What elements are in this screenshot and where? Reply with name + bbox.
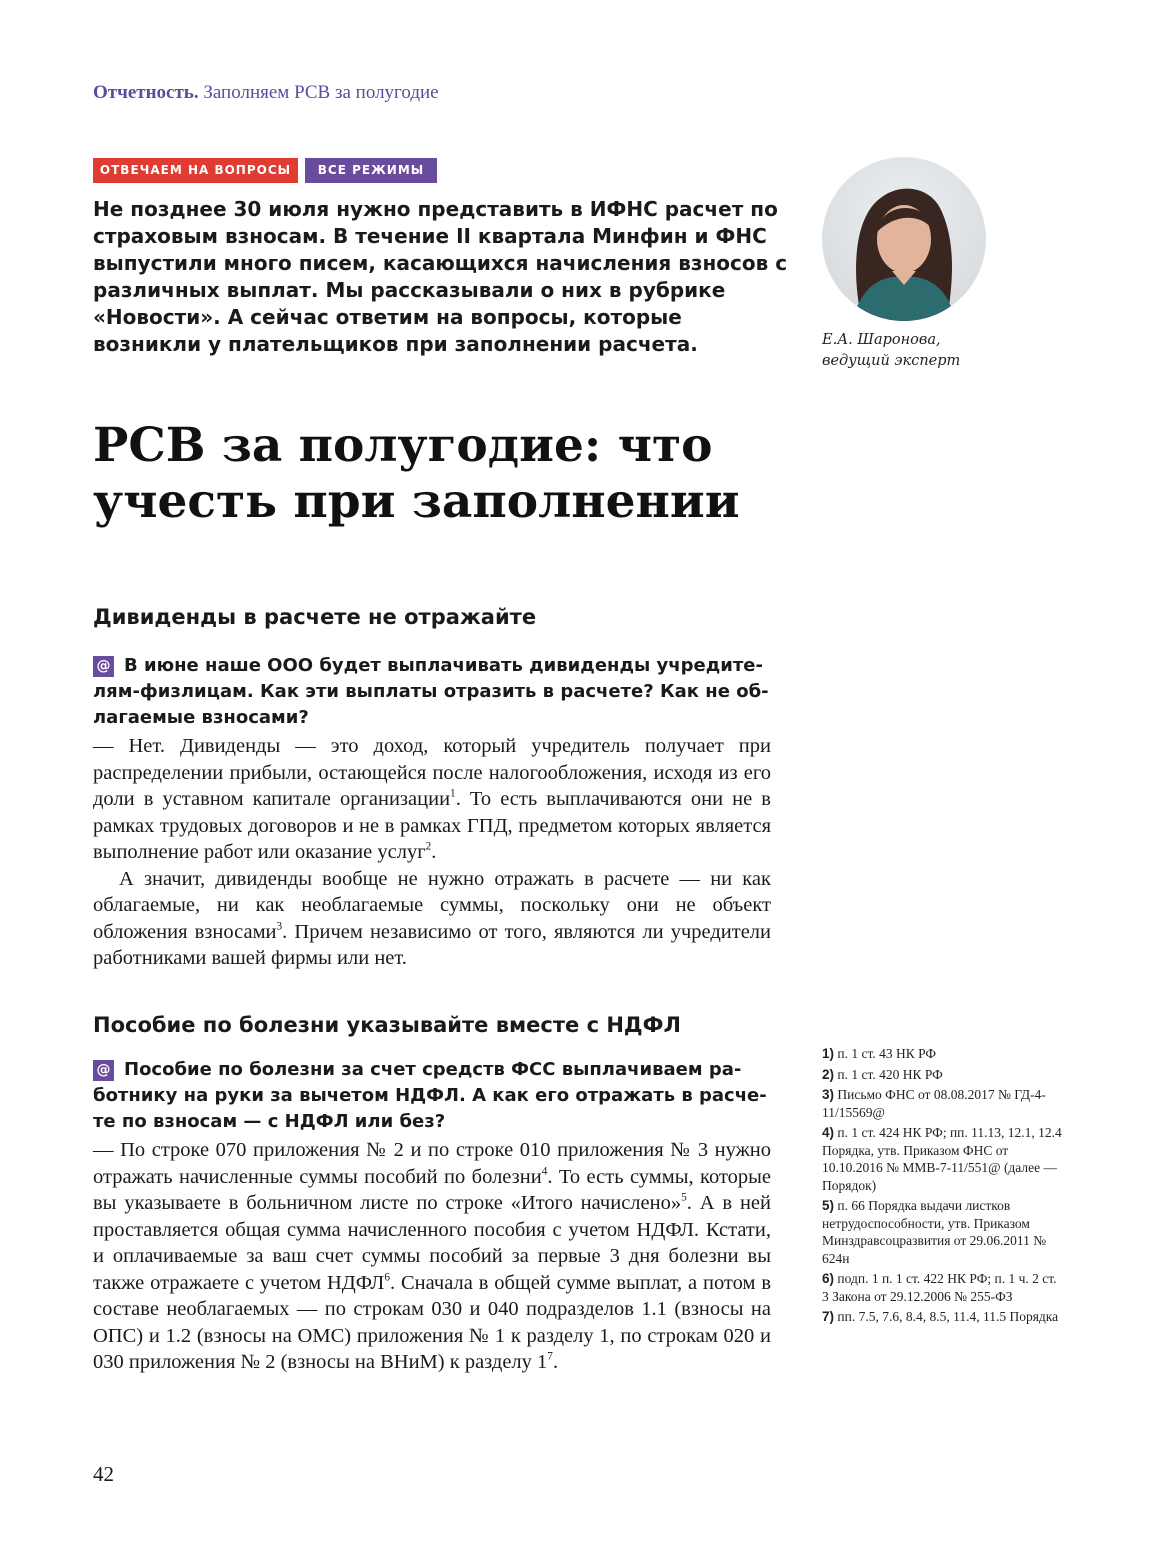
footnote-number: 1): [822, 1046, 835, 1061]
text-run: . Сначала в общей сумме выплат, а потом в составе необлагаемых — по строкам 030 и 040 подразделов 1.1 (взносы на ОПС) и 1.2 (взносы на ОМС) приложения № 1 к разделу 1, по строкам 020 и 030 приложения № 2 (взносы на ВНиМ) к разделу 1: [93, 1271, 772, 1373]
footnote: [822, 1197, 1062, 1267]
footnotes: [822, 1045, 1062, 1329]
text-run: А значит, дивиденды вообще не нужно отражать в расчете — ни как облагаемые, ни как необлагаемые суммы, поскольку они не объект обложения взносами: [93, 867, 771, 943]
lead-paragraph: Не позднее 30 июля нужно представить в ИФНС расчет по страховым взносам. В течение II квартала Минфин и ФНС выпустили много писем, касающихся начисления взносов с различных выплат. Мы рассказывали о них в рубрике «Новости». А сейчас ответим на вопросы, которые возникли у плательщиков при заполнении расчета.: [93, 197, 788, 356]
footnote-ref: 5: [681, 1191, 687, 1204]
footnote: [822, 1066, 1062, 1084]
text-run: .: [431, 841, 437, 863]
page-number: 42: [93, 1462, 114, 1486]
section-heading-dividends: Дивиденды в расчете не отражайте: [93, 605, 537, 629]
footnote-ref: 7: [547, 1350, 553, 1363]
footnote-ref: 3: [276, 920, 283, 933]
footnote: [822, 1086, 1062, 1121]
footnote-ref: 6: [384, 1271, 390, 1284]
footnote-text: подп. 1 п. 1 ст. 422 НК РФ; п. 1 ч. 2 ст. 3 Закона от 29.12.2006 № 255-ФЗ: [822, 1271, 1057, 1304]
footnote-text: п. 66 Порядка выдачи листков нетрудоспособности, утв. Приказом Минздравсоцразвития от 29.06.2011 № 624н: [822, 1198, 1047, 1266]
footnote-text: пп. 7.5, 7.6, 8.4, 8.5, 11.4, 11.5 Порядка: [837, 1309, 1059, 1324]
footnote-ref: 4: [541, 1165, 548, 1178]
title-line-1: РСВ за полугодие: что: [93, 418, 713, 473]
header-subtitle: Заполняем РСВ за полугодие: [203, 82, 439, 103]
author-name: Е.А. Шаронова,: [822, 332, 941, 348]
footnote-text: п. 1 ст. 420 НК РФ: [837, 1066, 943, 1082]
answer-sick-leave: [93, 1137, 771, 1376]
text-run: . То есть выплачиваются они не в рамках трудовых договоров и не в рамках ГПД, предметом которых является выполнение работ или оказание услуг: [93, 788, 771, 863]
tag-all-regimes: ВСЕ РЕЖИМЫ: [305, 158, 437, 183]
footnote-text: п. 1 ст. 43 НК РФ: [837, 1046, 937, 1061]
footnote: [822, 1124, 1062, 1194]
footnote-number: 6): [822, 1271, 835, 1286]
author-role: ведущий эксперт: [822, 353, 961, 369]
footnote-number: 3): [822, 1087, 835, 1102]
footnote-number: 5): [822, 1198, 835, 1213]
question-text: В июне наше ООО будет выплачивать дивиденды учредителям-физлицам. Как эти выплаты отразить в расчете? Как не облагаемые взносами?: [93, 655, 769, 728]
answer-dividends: [93, 733, 771, 972]
section-heading-sick-leave: Пособие по болезни указывайте вместе с НДФЛ: [93, 1013, 681, 1037]
title-line-2: учесть при заполнении: [93, 474, 740, 529]
author-photo: [822, 157, 986, 321]
footnote: [822, 1045, 1062, 1063]
text-run: .: [552, 1351, 559, 1373]
question-sick-leave: [93, 1057, 771, 1135]
text-run: — По строке 070 приложения № 2 и по строке 010 приложения № 3 нужно отражать начисленные суммы пособий по болезни: [93, 1139, 771, 1188]
footnote: [822, 1308, 1062, 1326]
answer-paragraph: [93, 866, 771, 972]
footnote-number: 4): [822, 1125, 835, 1140]
footnote: [822, 1270, 1062, 1305]
article-title: [93, 418, 813, 530]
header-section: Отчетность.: [93, 82, 199, 103]
author-caption: [822, 330, 960, 372]
text-run: . А в ней проставляется общая сумма начисленного пособия с учетом НДФЛ. Кстати, и оплачиваемые за ваш счет суммы пособий за первые 3 дня болезни вы также отражаете с учетом НДФЛ: [93, 1192, 772, 1294]
question-text: Пособие по болезни за счет средств ФСС выплачиваем работнику на руки за вычетом НДФЛ. А как его отражать в расчете по взносам — с НДФЛ или без?: [93, 1059, 767, 1132]
footnote-ref: 1: [450, 787, 456, 800]
footnote-text: Письмо ФНС от 08.08.2017 № ГД-4-11/15569@: [822, 1087, 1046, 1120]
at-icon: @: [93, 656, 114, 677]
footnote-text: п. 1 ст. 424 НК РФ; пп. 11.13, 12.1, 12.4 Порядка, утв. Приказом ФНС от 10.10.2016 № ММВ-7-11/551@ (далее — Порядок): [822, 1125, 1062, 1193]
text-run: . Причем независимо от того, являются ли учредители работниками вашей фирмы или нет.: [93, 920, 771, 969]
running-header: [93, 82, 439, 104]
text-run: — Нет. Дивиденды — это доход, который учредитель получает при распределении прибыли, остающейся после налогообложения, исходя из его доли в уставном капитале организации: [93, 735, 771, 810]
author-portrait-icon: [822, 157, 986, 321]
question-dividends: [93, 653, 771, 731]
footnote-ref: 2: [425, 840, 432, 853]
footnote-number: 2): [822, 1066, 835, 1082]
answer-paragraph: [93, 733, 771, 866]
at-icon: @: [93, 1060, 114, 1081]
answer-paragraph: [93, 1137, 771, 1376]
text-run: . То есть суммы, которые вы указываете в больничном листе по строке «Итого начислено»: [93, 1165, 771, 1214]
tag-answers: ОТВЕЧАЕМ НА ВОПРОСЫ: [93, 158, 298, 183]
footnote-number: 7): [822, 1309, 835, 1324]
